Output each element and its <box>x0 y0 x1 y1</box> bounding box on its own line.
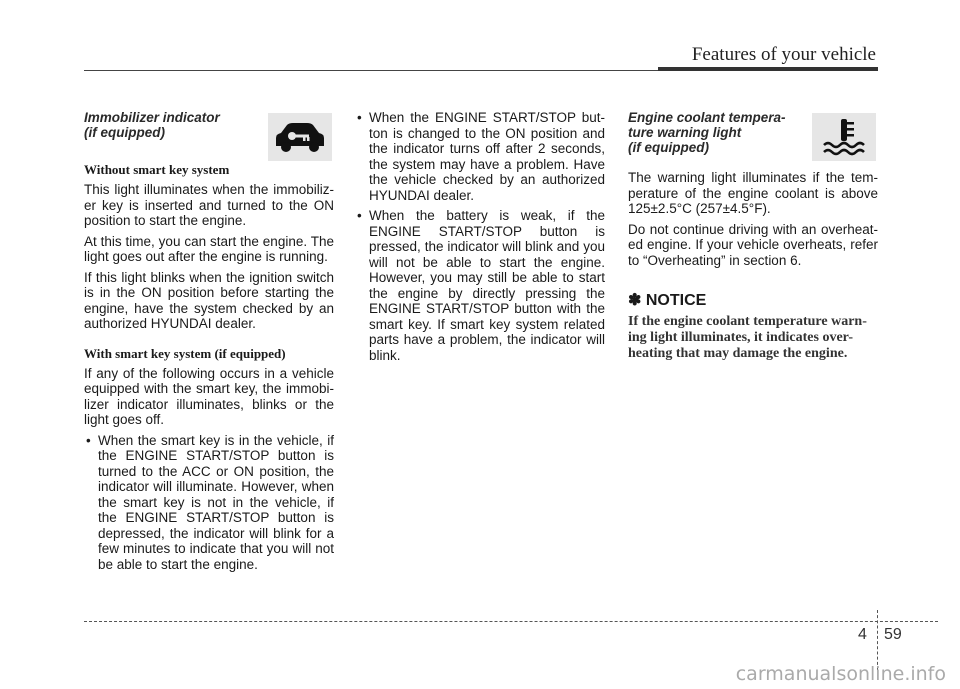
immobilizer-heading-line2: (if equipped) <box>84 125 165 140</box>
column-2 <box>355 110 605 368</box>
footer-rule <box>84 621 938 622</box>
page-number: 59 <box>884 626 902 643</box>
smart-key-bullets-col1 <box>84 433 334 573</box>
immobilizer-paragraph-2: At this time, you can start the engine. The light goes out after the engine is running. <box>84 233 334 264</box>
column-3 <box>628 110 878 362</box>
footer-divider <box>877 610 878 670</box>
section-header: Features of your vehicle <box>691 44 876 65</box>
subhead-with-smart-key: With smart key system (if equipped) <box>84 345 286 361</box>
bullet-item: • When the battery is weak, if the ENGINE START/STOP button is pressed, the indicator will blink and you will not be able to start the engine. However, you may still be able to start the engine by directly pressing the ENGINE START/STOP button with the smart key. If smart key system related parts have a problem, the indicator will blink. <box>355 208 605 363</box>
chapter-number: 4 <box>858 626 867 643</box>
column-1 <box>84 110 334 577</box>
subhead-without-smart-key: Without smart key system <box>84 162 230 177</box>
immobilizer-heading-line1: Immobilizer indicator <box>84 110 220 125</box>
watermark: carmanualsonline.info <box>735 663 946 685</box>
immobilizer-heading <box>84 110 334 156</box>
coolant-heading-line2: ture warning light <box>628 125 742 140</box>
immobilizer-paragraph-1: This light illuminates when the immobiliz-er key is inserted and turned to the ON position to start the engine. <box>84 182 334 228</box>
coolant-paragraph-2: Do not continue driving with an overheat-ed engine. If your vehicle overheats, refer to “Overheating” in section 6. <box>628 221 878 268</box>
coolant-heading-line3: (if equipped) <box>628 140 709 155</box>
header-rule-accent <box>658 67 878 71</box>
notice-title: ✽ NOTICE <box>628 292 707 309</box>
immobilizer-paragraph-3: If this light blinks when the ignition switch is in the ON position before starting the engine, have the system checked by an authorized HYUNDAI dealer. <box>84 269 334 331</box>
bullet-item: • When the ENGINE START/STOP but-ton is changed to the ON position and the indicator turns off after 2 seconds, the system may have a problem. Have the vehicle checked by an authorized HYUNDAI dealer. <box>355 110 605 203</box>
smart-key-bullets-col2 <box>355 110 605 363</box>
coolant-paragraph-1: The warning light illuminates if the tem-perature of the engine coolant is above 125±2.5°C (257±4.5°F). <box>628 170 878 216</box>
bullet-item: • When the smart key is in the vehicle, if the ENGINE START/STOP button is turned to the ACC or ON position, the indicator will illuminate. However, when the smart key is not in the vehicle, if the ENGINE START/STOP button is depressed, the indicator will blink for a few minutes to indicate that you will not be able to start the engine. <box>84 433 334 573</box>
coolant-heading <box>628 110 878 170</box>
notice-body: If the engine coolant temperature warn-ing light illuminates, it indicates over-heating that may damage the engine. <box>628 314 867 361</box>
immobilizer-paragraph-4: If any of the following occurs in a vehicle equipped with the smart key, the immobi-lizer indicator illuminates, blinks or the light goes off. <box>84 365 334 427</box>
coolant-heading-line1: Engine coolant tempera- <box>628 110 786 125</box>
